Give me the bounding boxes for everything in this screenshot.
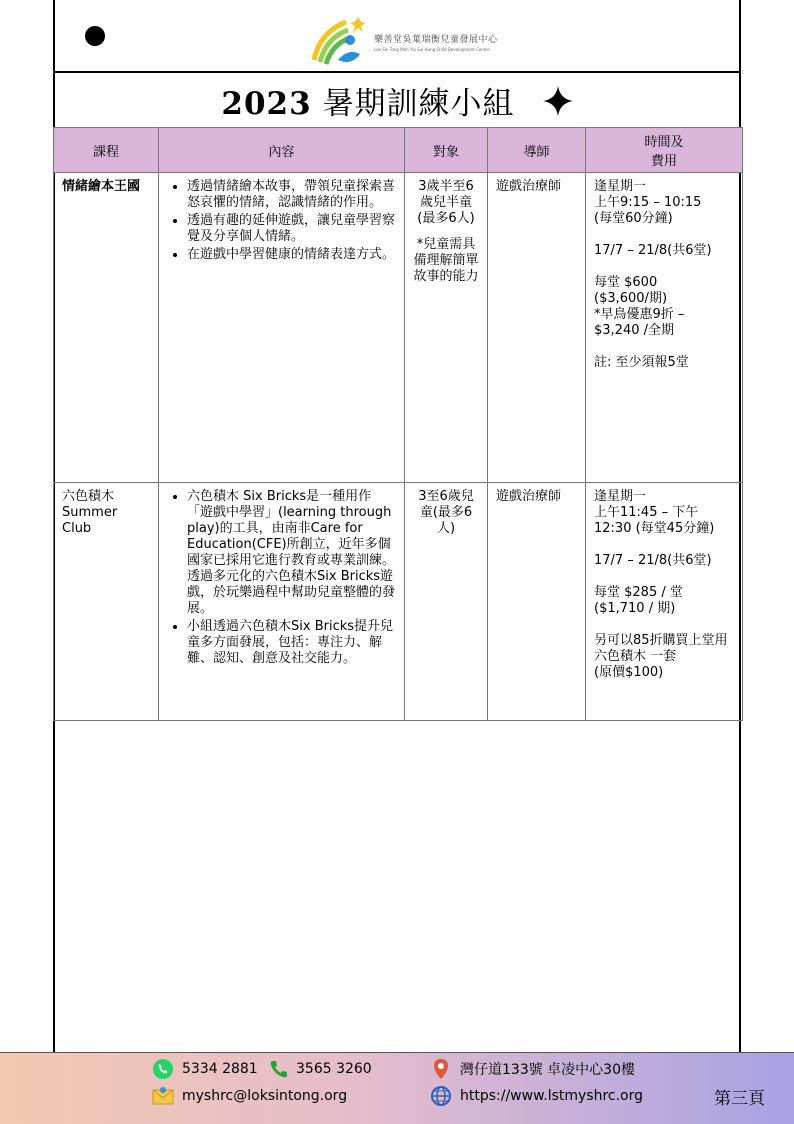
course-target <box>405 173 488 483</box>
content-item: • 在遊戲中學習健康的情緒表達方式。 <box>187 247 396 263</box>
whatsapp-contact[interactable] <box>152 1058 258 1080</box>
time-line: 17/7 – 21/8(共6堂) <box>594 243 712 258</box>
header-content: 內容 <box>159 128 405 173</box>
address-text: 灣仔道133號 卓凌中心30樓 <box>460 1062 635 1078</box>
logo-icon <box>308 14 370 70</box>
website-url: https://www.lstmyshrc.org <box>460 1088 644 1104</box>
content-item: • 小組透過六色積木Six Bricks提升兒童多方面發展，包括：專注力、解難、認知、創意及社交能力。 <box>187 619 396 667</box>
table-header-row <box>54 128 743 173</box>
table-row <box>54 483 743 721</box>
time-line: 上午9:15 – 10:15 <box>594 195 702 210</box>
header-divider <box>53 71 741 73</box>
target-note: *兒童需具備理解簡單故事的能力 <box>413 237 479 284</box>
time-line: ($1,710 / 期) <box>594 601 676 616</box>
time-line: (原價$100) <box>594 665 664 680</box>
table-row <box>54 173 743 483</box>
map-pin-icon <box>430 1058 452 1080</box>
centre-logo <box>308 14 498 70</box>
course-tutor: 遊戲治療師 <box>488 483 586 721</box>
header-time-fee <box>586 128 743 173</box>
time-line: (每堂60分鐘) <box>594 211 673 226</box>
email-icon <box>152 1085 174 1107</box>
logo-chinese-name: 樂善堂吳葉瑞衡兒童發展中心 <box>374 35 498 45</box>
course-name: 六色積木 Summer Club <box>54 483 159 721</box>
course-time-fee <box>586 173 743 483</box>
time-line: 註: 至少須報5堂 <box>594 355 689 370</box>
whatsapp-icon <box>152 1058 174 1080</box>
page-footer <box>0 1052 794 1124</box>
whatsapp-number: 5334 2881 <box>182 1061 258 1077</box>
time-line: 每堂 $285 / 堂 <box>594 585 683 600</box>
course-name: 情緒繪本王國 <box>54 173 159 483</box>
time-line: 逢星期一 <box>594 489 647 504</box>
course-content <box>159 483 405 721</box>
header-bullet <box>85 26 105 46</box>
target-age: 3歲半至6歲兒半童(最多6人) <box>417 179 475 226</box>
header-tutor: 導師 <box>488 128 586 173</box>
course-time-fee <box>586 483 743 721</box>
phone-number: 3565 3260 <box>296 1061 372 1077</box>
target-age: 3至6歲兒童(最多6人) <box>418 489 474 536</box>
content-item: • 透過情緒繪本故事，帶領兒童探索喜怒哀懼的情緒，認識情緒的作用。 <box>187 179 396 211</box>
schedule-table <box>53 127 743 721</box>
time-line: 17/7 – 21/8(共6堂) <box>594 553 712 568</box>
email-contact[interactable] <box>152 1085 347 1107</box>
header-target: 對象 <box>405 128 488 173</box>
content-item: • 六色積木 Six Bricks是一種用作「遊戲中學習」(learning through play)的工具，由南非Care for Education(CFE)所創立，近年多個國家已採用它進行教育或專業訓練。透過多元化的六色積木Six Bricks遊戲，於玩樂過程中幫助兒童整體的發展。 <box>187 489 396 617</box>
time-line: 另可以85折購買上堂用六色積木 一套 <box>594 633 728 664</box>
header-time: 時間及 <box>644 135 684 150</box>
globe-icon <box>430 1085 452 1107</box>
website-link[interactable] <box>430 1085 643 1107</box>
time-line: *早鳥優惠9折 – <box>594 307 685 322</box>
course-target <box>405 483 488 721</box>
address <box>430 1058 635 1080</box>
time-line: ($3,600/期) <box>594 291 668 306</box>
page-title <box>55 74 739 127</box>
page-number: 第三頁 <box>714 1089 765 1109</box>
logo-english-name: Lok Sin Tong Moh Yip Sui Hung Child Development Centre <box>374 47 490 52</box>
time-line: 逢星期一 <box>594 179 647 194</box>
course-tutor: 遊戲治療師 <box>488 173 586 483</box>
star-icon <box>543 86 573 116</box>
header-course: 課程 <box>54 128 159 173</box>
time-line: 每堂 $600 <box>594 275 658 290</box>
content-item: • 透過有趣的延伸遊戲，讓兒童學習察覺及分享個人情緒。 <box>187 213 396 245</box>
title-year: 2023 <box>221 86 312 122</box>
title-text: 暑期訓練小組 <box>322 86 515 122</box>
phone-icon <box>268 1058 290 1080</box>
phone-contact[interactable] <box>268 1058 372 1080</box>
time-line: 上午11:45 – 下午12:30 (每堂45分鐘) <box>594 505 715 536</box>
email-address: myshrc@loksintong.org <box>182 1088 348 1104</box>
course-content <box>159 173 405 483</box>
header-fee: 費用 <box>650 154 677 169</box>
time-line: $3,240 /全期 <box>594 323 674 338</box>
